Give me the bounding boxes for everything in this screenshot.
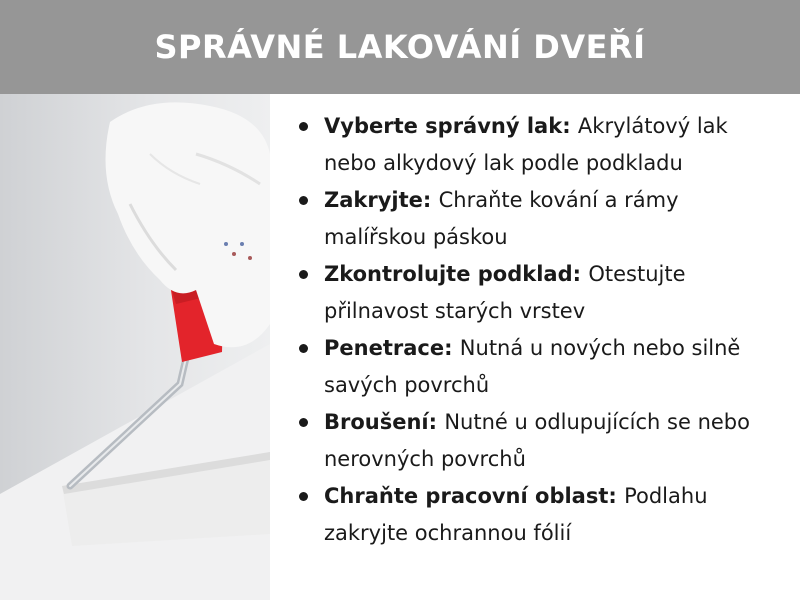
bullet-icon	[299, 418, 308, 427]
tip-text: Otestujte přilnavost starých vrstev	[324, 262, 686, 323]
tip-text: Akrylátový lak nebo alkydový lak podle podkladu	[324, 114, 728, 175]
list-item	[324, 256, 760, 330]
tip-text: Nutné u odlupujících se nebo nerovných povrchů	[324, 410, 750, 471]
bullet-icon	[299, 270, 308, 279]
tip-heading: Zkontrolujte podklad:	[324, 262, 589, 286]
tip-heading: Vyberte správný lak:	[324, 114, 578, 138]
list-item	[324, 330, 760, 404]
bullet-icon	[299, 196, 308, 205]
tip-heading: Zakryjte:	[324, 188, 439, 212]
tips-list	[270, 94, 800, 552]
tip-heading: Chraňte pracovní oblast:	[324, 484, 625, 508]
tip-text: Chraňte kování a rámy malířskou páskou	[324, 188, 679, 249]
page-title: SPRÁVNÉ LAKOVÁNÍ DVEŘÍ	[154, 28, 646, 66]
paint-roller-photo	[0, 94, 270, 600]
tip-heading: Penetrace:	[324, 336, 460, 360]
tip-text: Nutná u nových nebo silně savých povrchů	[324, 336, 741, 397]
bullet-icon	[299, 492, 308, 501]
list-item	[324, 478, 760, 552]
header-bar	[0, 0, 800, 94]
tip-heading: Broušení:	[324, 410, 445, 434]
list-item	[324, 108, 760, 182]
list-item	[324, 182, 760, 256]
tip-text: Podlahu zakryjte ochrannou fólií	[324, 484, 708, 545]
list-item	[324, 404, 760, 478]
tips-panel	[270, 94, 800, 600]
bullet-icon	[299, 344, 308, 353]
bullet-icon	[299, 122, 308, 131]
